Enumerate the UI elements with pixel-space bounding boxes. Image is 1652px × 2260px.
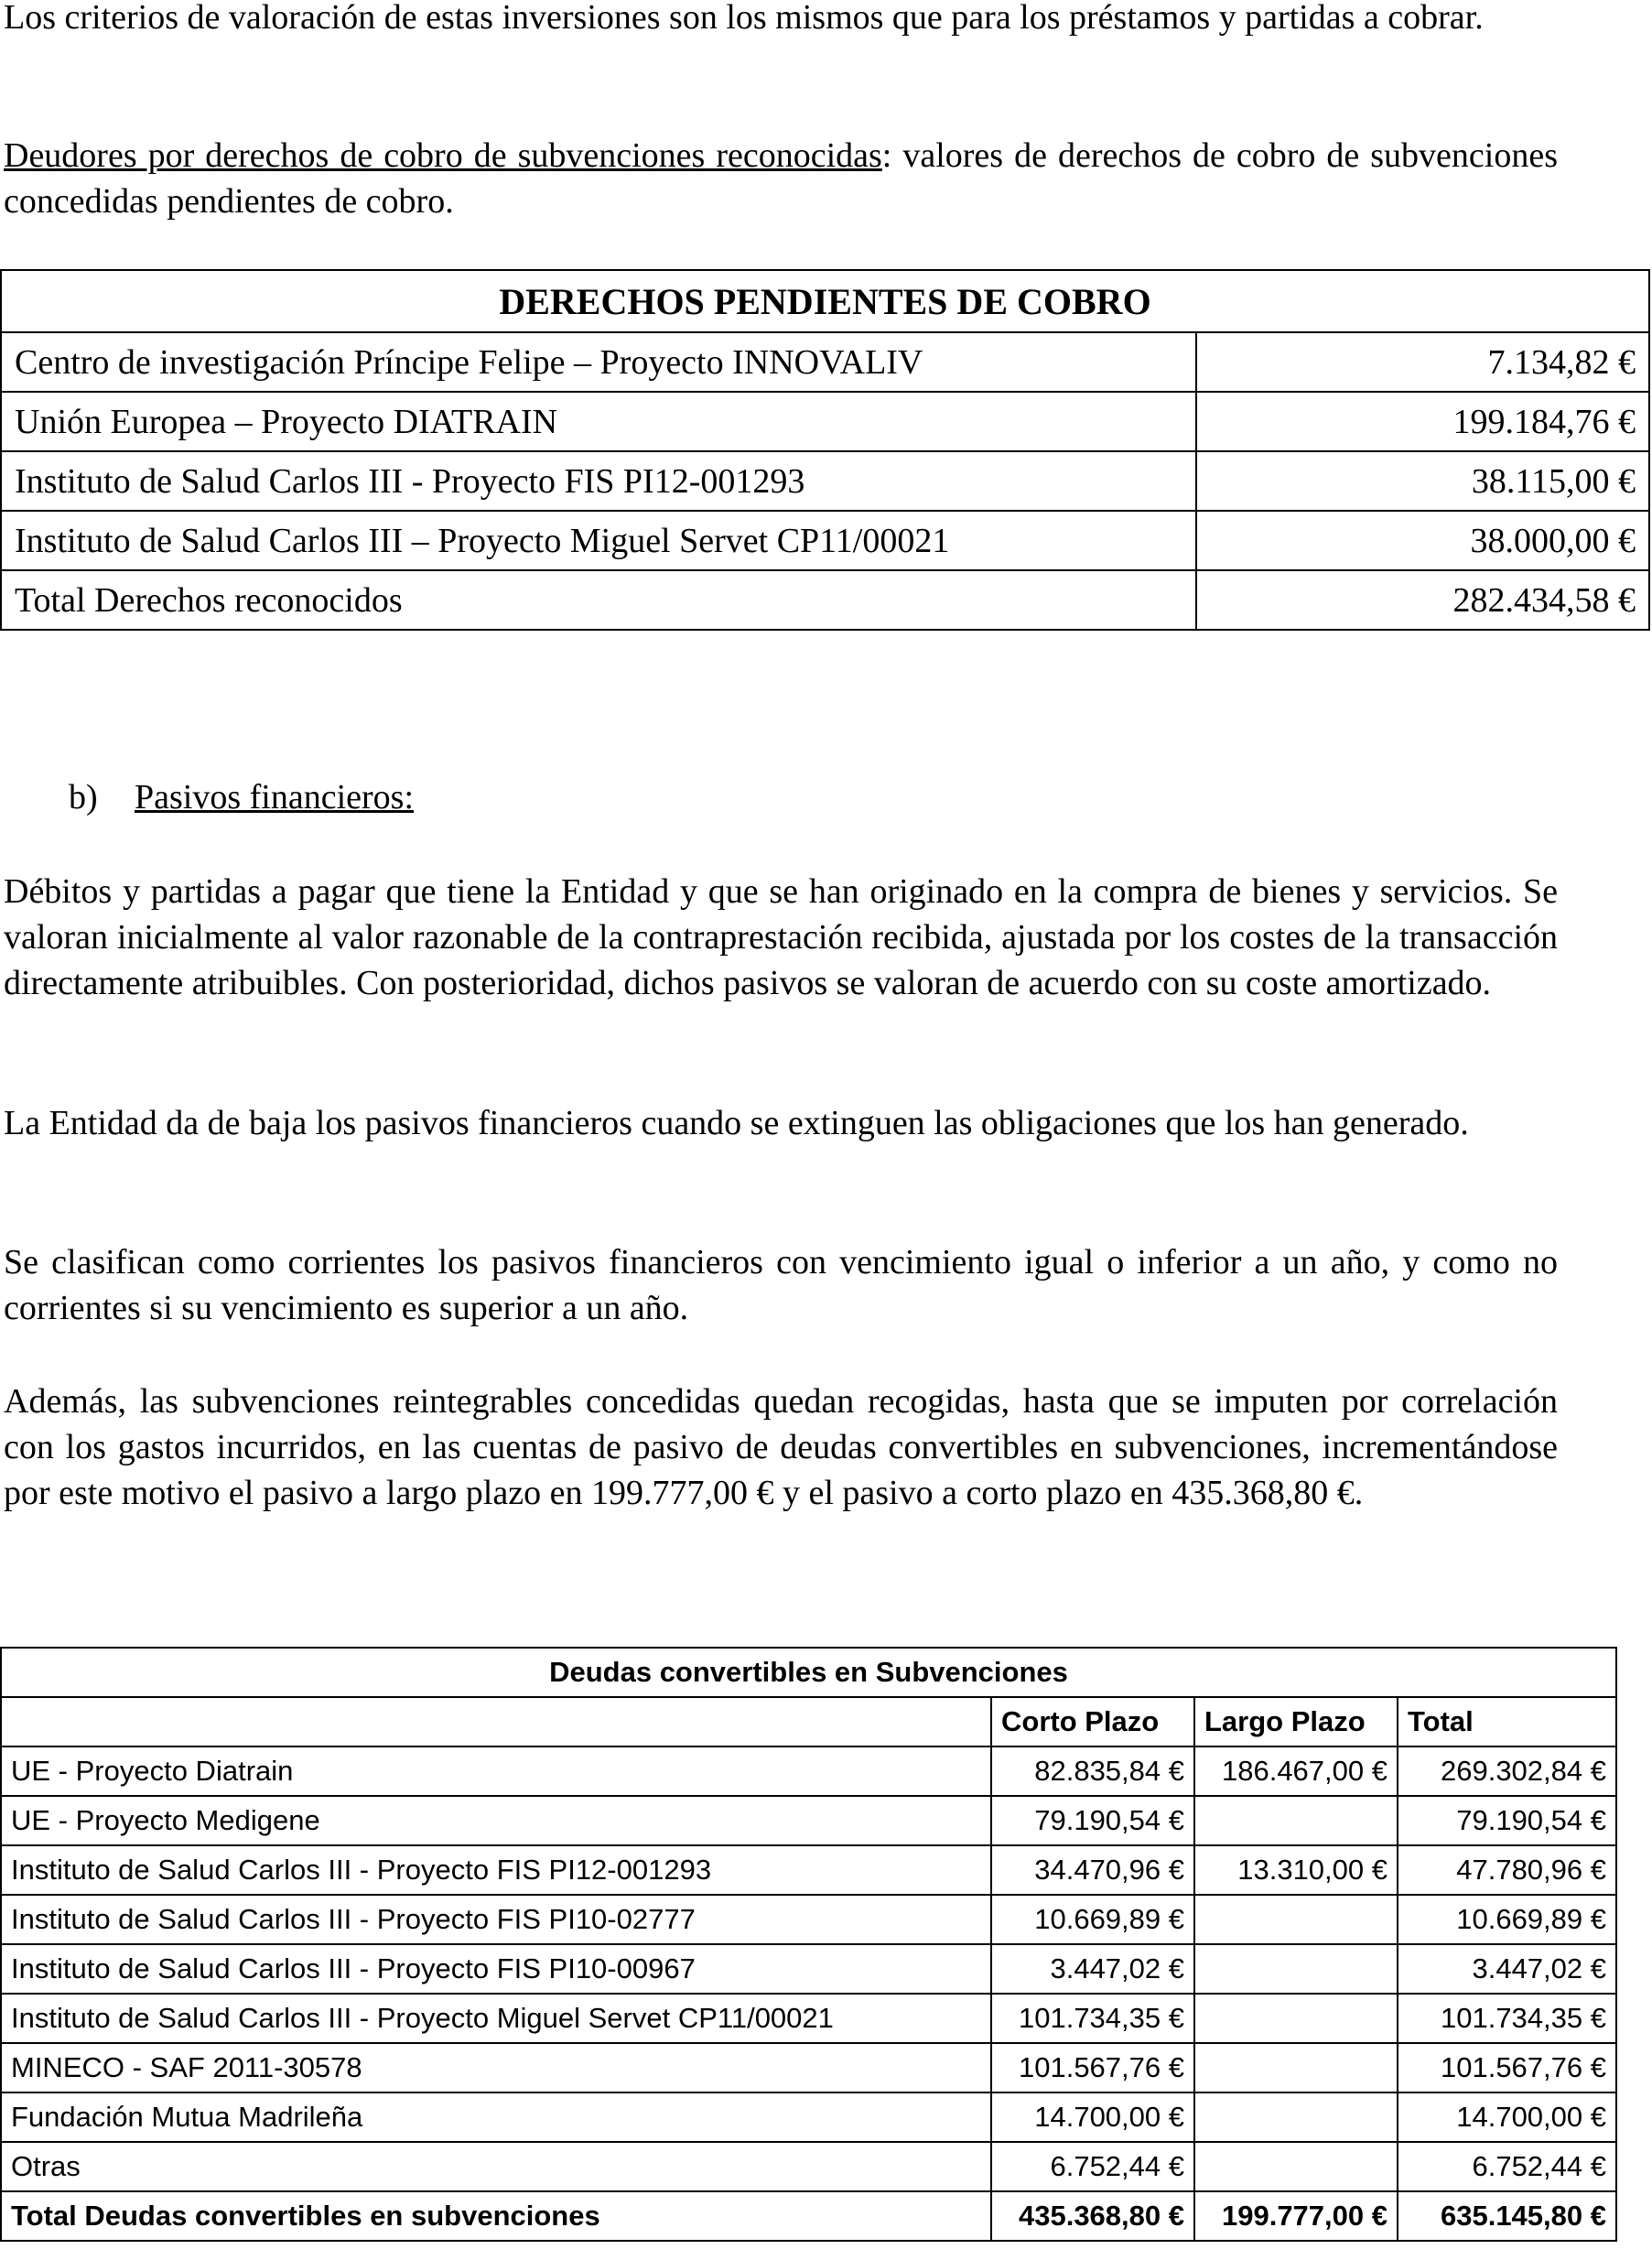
pending-collection-title: DERECHOS PENDIENTES DE COBRO [1, 270, 1649, 332]
row-label: Fundación Mutua Madrileña [1, 2092, 991, 2142]
intro-paragraph: Los criterios de valoración de estas inversiones son los mismos que para los préstamos y partidas a cobrar. [4, 0, 1484, 37]
row-label: Instituto de Salud Carlos III - Proyecto FIS PI12-001293 [1, 1845, 991, 1895]
row-label: UE - Proyecto Medigene [1, 1796, 991, 1845]
row-long-term [1194, 1796, 1398, 1845]
table-row [1, 2092, 1616, 2142]
header-long-term: Largo Plazo [1194, 1697, 1398, 1746]
row-total: 47.780,96 € [1398, 1845, 1616, 1895]
row-amount: 38.115,00 € [1196, 451, 1649, 511]
liabilities-paragraph: Débitos y partidas a pagar que tiene la Entidad y que se han originado en la compra de bienes y servicios. Se valoran inicialmente al valor razonable de la contraprestación recibida, ajustada por los costes de la transacción directamente atribuibles. Con posterioridad, dichos pasivos se valoran de acuerdo con su coste amortizado. [4, 872, 1558, 1002]
header-blank [1, 1697, 991, 1746]
row-label: Instituto de Salud Carlos III - Proyecto FIS PI10-02777 [1, 1895, 991, 1944]
row-total: 101.567,76 € [1398, 2043, 1616, 2092]
row-amount: 7.134,82 € [1196, 332, 1649, 392]
row-short-term: 10.669,89 € [991, 1895, 1194, 1944]
total-label: Total Deudas convertibles en subvenciones [1, 2191, 991, 2241]
row-total: 10.669,89 € [1398, 1895, 1616, 1944]
derecognition-paragraph: La Entidad da de baja los pasivos financieros cuando se extinguen las obligaciones que los han generado. [4, 1104, 1469, 1142]
row-short-term: 79.190,54 € [991, 1796, 1194, 1845]
table-row [1, 332, 1649, 392]
row-long-term [1194, 2142, 1398, 2191]
row-long-term: 13.310,00 € [1194, 1845, 1398, 1895]
total-label: Total Derechos reconocidos [1, 570, 1196, 630]
row-label: Instituto de Salud Carlos III - Proyecto Miguel Servet CP11/00021 [1, 1994, 991, 2043]
row-label: Instituto de Salud Carlos III – Proyecto Miguel Servet CP11/00021 [1, 511, 1196, 570]
row-label: Centro de investigación Príncipe Felipe – Proyecto INNOVALIV [1, 332, 1196, 392]
table-row [1, 1994, 1616, 2043]
total-total: 635.145,80 € [1398, 2191, 1616, 2241]
row-label: UE - Proyecto Diatrain [1, 1746, 991, 1796]
row-short-term: 6.752,44 € [991, 2142, 1194, 2191]
table-row [1, 451, 1649, 511]
table-row [1, 2142, 1616, 2191]
pending-collection-table [0, 269, 1650, 631]
table-row [1, 1895, 1616, 1944]
convertible-debts-title: Deudas convertibles en Subvenciones [1, 1648, 1616, 1697]
header-total: Total [1398, 1697, 1616, 1746]
table-row [1, 1796, 1616, 1845]
total-amount: 282.434,58 € [1196, 570, 1649, 630]
row-short-term: 34.470,96 € [991, 1845, 1194, 1895]
grants-paragraph: Además, las subvenciones reintegrables concedidas quedan recogidas, hasta que se imputen por correlación con los gastos incurridos, en las cuentas de pasivo de deudas convertibles en subvenciones, incrementándose por este motivo el pasivo a largo plazo en 199.777,00 € y el pasivo a corto plazo en 435.368,80 €. [4, 1382, 1558, 1512]
receivables-definition [4, 133, 1558, 224]
total-long-term: 199.777,00 € [1194, 2191, 1398, 2241]
receivables-term: Deudores por derechos de cobro de subvenciones reconocidas [4, 136, 882, 175]
row-total: 269.302,84 € [1398, 1746, 1616, 1796]
row-long-term [1194, 1994, 1398, 2043]
row-long-term [1194, 1895, 1398, 1944]
classification-paragraph: Se clasifican como corrientes los pasivos financieros con vencimiento igual o inferior a un año, y como no corrientes si su vencimiento es superior a un año. [4, 1243, 1558, 1327]
row-total: 3.447,02 € [1398, 1944, 1616, 1994]
table-row [1, 1845, 1616, 1895]
section-title: Pasivos financieros: [135, 778, 415, 816]
row-label: Unión Europea – Proyecto DIATRAIN [1, 392, 1196, 451]
row-long-term [1194, 2092, 1398, 2142]
row-short-term: 101.567,76 € [991, 2043, 1194, 2092]
row-short-term: 101.734,35 € [991, 1994, 1194, 2043]
header-short-term: Corto Plazo [991, 1697, 1194, 1746]
table-row [1, 511, 1649, 570]
row-label: Instituto de Salud Carlos III - Proyecto FIS PI10-00967 [1, 1944, 991, 1994]
table-row [1, 1944, 1616, 1994]
table-row [1, 392, 1649, 451]
row-total: 79.190,54 € [1398, 1796, 1616, 1845]
row-long-term [1194, 1944, 1398, 1994]
row-long-term: 186.467,00 € [1194, 1746, 1398, 1796]
row-short-term: 3.447,02 € [991, 1944, 1194, 1994]
total-row [1, 2191, 1616, 2241]
section-heading [69, 774, 414, 820]
row-label: MINECO - SAF 2011-30578 [1, 2043, 991, 2092]
row-amount: 38.000,00 € [1196, 511, 1649, 570]
row-short-term: 82.835,84 € [991, 1746, 1194, 1796]
convertible-debts-table [0, 1647, 1617, 2242]
total-row [1, 570, 1649, 630]
row-label: Otras [1, 2142, 991, 2191]
row-short-term: 14.700,00 € [991, 2092, 1194, 2142]
row-long-term [1194, 2043, 1398, 2092]
row-label: Instituto de Salud Carlos III - Proyecto FIS PI12-001293 [1, 451, 1196, 511]
header-row [1, 1697, 1616, 1746]
row-amount: 199.184,76 € [1196, 392, 1649, 451]
row-total: 6.752,44 € [1398, 2142, 1616, 2191]
row-total: 14.700,00 € [1398, 2092, 1616, 2142]
section-letter: b) [69, 778, 98, 816]
receivables-description: : valores de derechos de cobro de subvenciones concedidas pendientes de cobro. [4, 136, 1559, 221]
table-row [1, 1746, 1616, 1796]
total-short-term: 435.368,80 € [991, 2191, 1194, 2241]
row-total: 101.734,35 € [1398, 1994, 1616, 2043]
table-row [1, 2043, 1616, 2092]
